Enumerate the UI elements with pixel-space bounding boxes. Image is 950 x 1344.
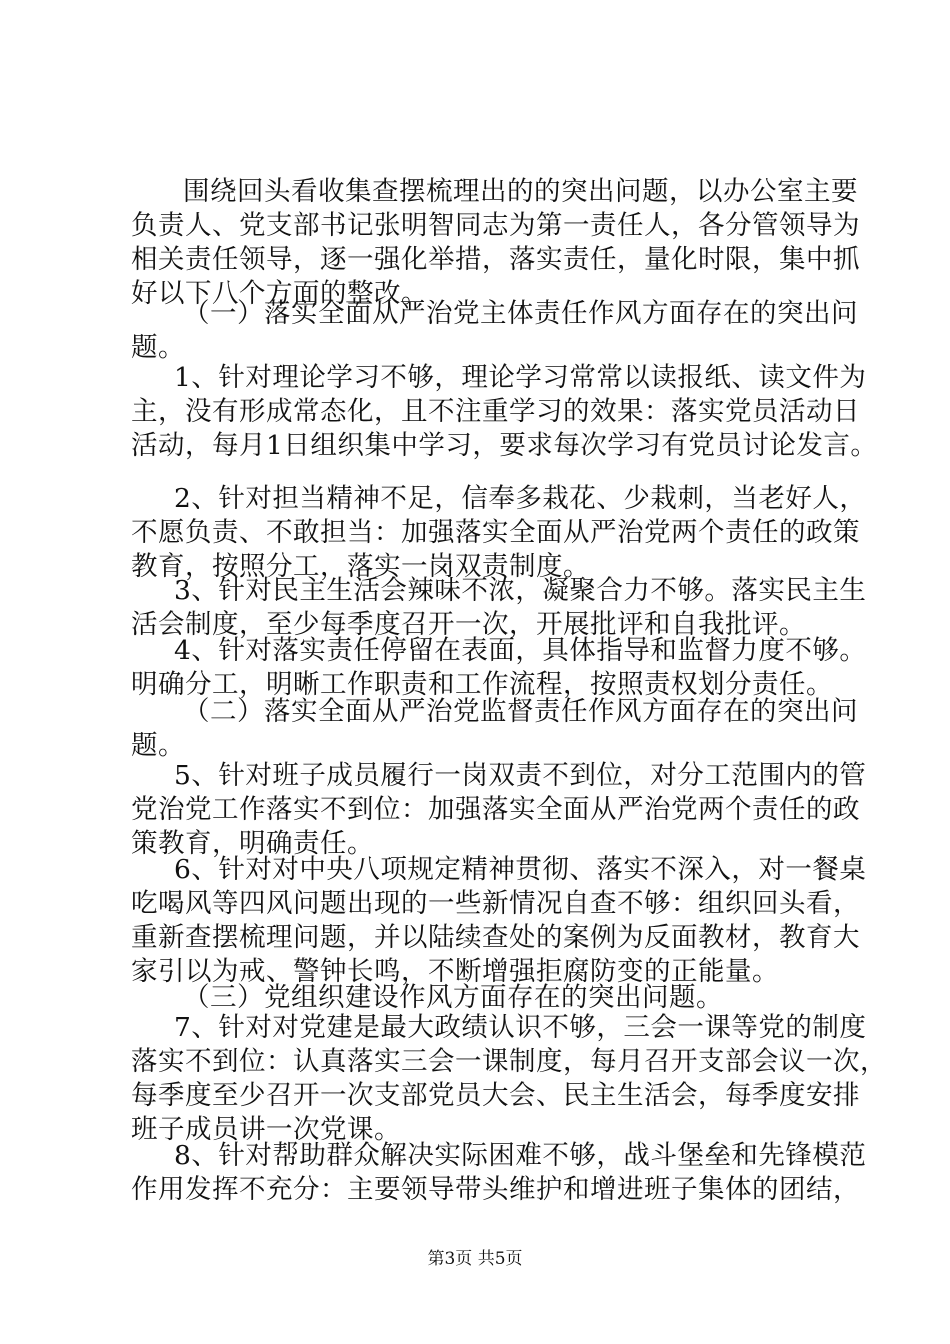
text-line: 教育，按照分工，落实一岗双责制度。 [131, 551, 590, 582]
text-line: 4、针对落实责任停留在表面，具体指导和监督力度不够。 [174, 635, 867, 666]
text-line: 党治党工作落实不到位：加强落实全面从严治党两个责任的政 [131, 794, 860, 825]
text-line: 不愿负责、不敢担当：加强落实全面从严治党两个责任的政策 [131, 517, 860, 548]
section-heading: 题。 [131, 332, 185, 363]
text-line: 主，没有形成常态化，且不注重学习的效果：落实党员活动日 [131, 396, 860, 427]
text-line: 8、针对帮助群众解决实际困难不够，战斗堡垒和先锋模范 [174, 1140, 867, 1171]
text-line: 班子成员讲一次党课。 [131, 1114, 401, 1145]
text-line: 明确分工，明晰工作职责和工作流程，按照责权划分责任。 [131, 669, 833, 700]
text-line: 2、针对担当精神不足，信奉多栽花、少栽刺，当老好人， [174, 483, 867, 514]
text-line: 落实不到位：认真落实三会一课制度，每月召开支部会议一次， [131, 1046, 887, 1077]
section-heading: 题。 [131, 730, 185, 761]
text-line: 重新查摆梳理问题，并以陆续查处的案例为反面教材，教育大 [131, 922, 860, 953]
text-line: 好以下八个方面的整改。 [131, 278, 428, 309]
section-heading: （三）党组织建设作风方面存在的突出问题。 [183, 982, 723, 1013]
text-line: 家引以为戒、警钟长鸣，不断增强拒腐防变的正能量。 [131, 956, 779, 987]
text-line: 围绕回头看收集查摆梳理出的的突出问题，以办公室主要 [183, 176, 858, 207]
text-line: 策教育，明确责任。 [131, 828, 374, 859]
text-line: 作用发挥不充分：主要领导带头维护和增进班子集体的团结， [131, 1174, 860, 1205]
text-line: 1、针对理论学习不够，理论学习常常以读报纸、读文件为 [174, 362, 867, 393]
text-line: 活动，每月1日组织集中学习，要求每次学习有党员讨论发言。 [131, 430, 878, 461]
text-line: 每季度至少召开一次支部党员大会、民主生活会，每季度安排 [131, 1080, 860, 1111]
text-line: 负责人、党支部书记张明智同志为第一责任人，各分管领导为 [131, 210, 860, 241]
text-line: 6、针对对中央八项规定精神贯彻、落实不深入，对一餐桌 [174, 854, 867, 885]
text-line: 5、针对班子成员履行一岗双责不到位，对分工范围内的管 [174, 760, 867, 791]
text-line: 3、针对民主生活会辣味不浓，凝聚合力不够。落实民主生 [174, 575, 867, 606]
page-number-footer: 第3页 共5页 [427, 1249, 523, 1269]
text-line: 相关责任领导，逐一强化举措，落实责任，量化时限，集中抓 [131, 244, 860, 275]
section-heading: （一）落实全面从严治党主体责任作风方面存在的突出问 [183, 298, 858, 329]
text-line: 7、针对对党建是最大政绩认识不够，三会一课等党的制度 [174, 1012, 867, 1043]
section-heading: （二）落实全面从严治党监督责任作风方面存在的突出问 [183, 696, 858, 727]
text-line: 活会制度，至少每季度召开一次，开展批评和自我批评。 [131, 609, 806, 640]
text-line: 吃喝风等四风问题出现的一些新情况自查不够：组织回头看， [131, 888, 860, 919]
